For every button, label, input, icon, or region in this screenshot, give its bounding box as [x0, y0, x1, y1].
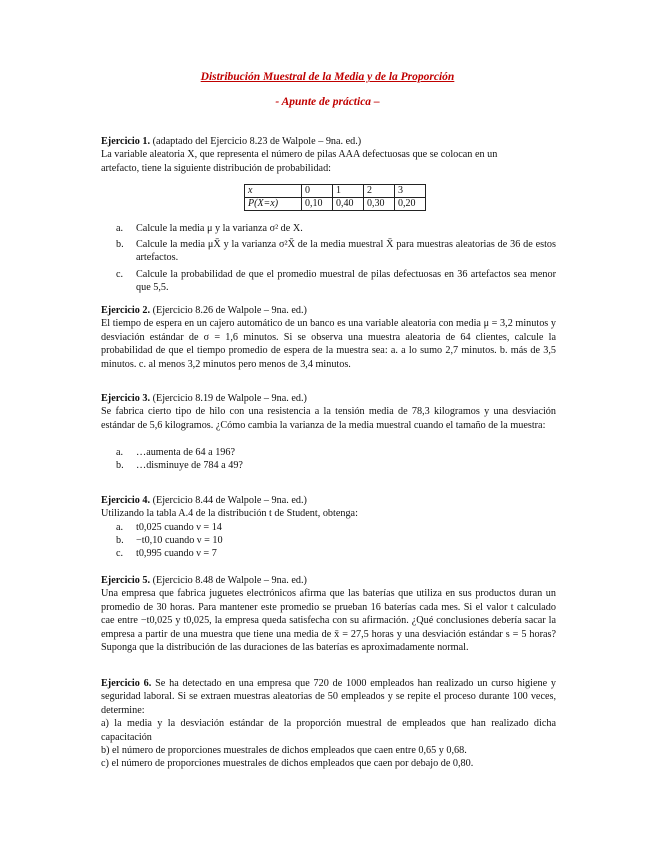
table-row [245, 198, 426, 211]
probability-table [244, 184, 426, 211]
exercise-2-text: El tiempo de espera en un cajero automático de un banco es una variable aleatoria con media μ = 3,2 minutos y desviación estándar de σ = 1,6 minutos. Si se observa una muestra aleatoria de 64 clientes, calcule la probabilidad de que el tiempo promedio de espera de la muestra sea: a. a lo sumo 2,7 minutos. b. más de 3,5 minutos. c. al menos 3,2 minutos pero menos de 3,4 minutos. [101, 318, 556, 370]
table-cell: x [245, 185, 302, 198]
exercise-6-item-c: c) el número de proporciones muestrales de dichos empleados que caen por debajo de 0,80. [101, 758, 474, 770]
list-item: c. Calcule la probabilidad de que el promedio muestral de pilas defectuosas en 36 artefactos sea menor que 5,5. [116, 268, 556, 293]
exercise-2 [101, 304, 556, 371]
exercise-1-source: (adaptado del Ejercicio 8.23 de Walpole – 9na. ed.) [150, 136, 362, 147]
exercise-1-line-1: La variable aleatoria X, que representa el número de pilas AAA defectuosas que se colocan en un [101, 149, 498, 161]
list-item: a. Calcule la media μ y la varianza σ² de X. [116, 223, 303, 234]
exercise-3-items [116, 446, 556, 472]
exercise-1 [101, 135, 556, 175]
exercise-4-header [101, 494, 556, 507]
list-item: a. t0,025 cuando ν = 14 [116, 522, 222, 533]
exercise-1-line-2: artefacto, tiene la siguiente distribución de probabilidad: [101, 162, 331, 174]
exercise-1-header [101, 135, 556, 148]
table-cell: 2 [364, 185, 395, 198]
list-item: c. t0,995 cuando ν = 7 [116, 548, 217, 560]
document-title: Distribución Muestral de la Media y de la Proporción [200, 71, 455, 83]
exercise-3-heading: Ejercicio 3. [101, 393, 151, 404]
table-cell: 0,30 [364, 198, 395, 211]
document-subtitle: - Apunte de práctica – [275, 96, 380, 108]
exercise-1-items [116, 222, 556, 294]
table-cell: P(X=x) [245, 198, 302, 211]
exercise-2-header [101, 304, 556, 317]
exercise-5-text: Una empresa que fabrica juguetes electrónicos afirma que las baterías que utiliza en sus productos duran un promedio de 30 horas. Para mantener este promedio se prueban 16 baterías cada mes. Si el valor t calculado cae entre −t0,025 y t0,025, la empresa queda satisfecha con su afirmación. ¿Qué conclusiones debería sacar la empresa a partir de una muestra que tiene una media de x̄ = 27,5 horas y una desviación estándar s = 5 horas? Suponga que la distribución de las duraciones de las baterías es aproximadamente normal. [101, 588, 556, 654]
exercise-6-item-b: b) el número de proporciones muestrales de dichos empleados que caen entre 0,65 y 0,68. [101, 745, 467, 757]
exercise-6-item-a: a) la media y la desviación estándar de la proporción muestral de empleados que han realizado dicha capacitación [101, 718, 556, 743]
table-cell: 0,10 [302, 198, 333, 211]
exercise-2-source: (Ejercicio 8.26 de Walpole – 9na. ed.) [150, 305, 307, 316]
table-cell: 0,40 [333, 198, 364, 211]
exercise-5-heading: Ejercicio 5. [101, 575, 151, 586]
exercise-4 [101, 494, 556, 521]
exercise-5 [101, 574, 556, 654]
exercise-3-header [101, 392, 556, 405]
exercise-5-source: (Ejercicio 8.48 de Walpole – 9na. ed.) [150, 575, 307, 586]
table-cell: 0,20 [395, 198, 426, 211]
exercise-6-heading: Ejercicio 6. [101, 678, 152, 689]
exercise-4-text: Utilizando la tabla A.4 de la distribución t de Student, obtenga: [101, 508, 358, 520]
table-cell: 3 [395, 185, 426, 198]
exercise-2-heading: Ejercicio 2. [101, 305, 151, 316]
exercise-4-source: (Ejercicio 8.44 de Walpole – 9na. ed.) [150, 495, 307, 506]
exercise-3-source: (Ejercicio 8.19 de Walpole – 9na. ed.) [150, 393, 307, 404]
exercise-3-text: Se fabrica cierto tipo de hilo con una resistencia a la tensión media de 78,3 kilogramos y una desviación estándar de 5,6 kilogramos. ¿Cómo cambia la varianza de la media muestral cuando el tamaño de la muestra: [101, 406, 556, 431]
exercise-5-header [101, 574, 556, 587]
list-item: b. −t0,10 cuando ν = 10 [116, 535, 223, 547]
list-item: b. …disminuye de 784 a 49? [116, 460, 243, 472]
list-item: a. …aumenta de 64 a 196? [116, 447, 236, 458]
list-item: b. Calcule la media μX̄ y la varianza σ²X̄ de la media muestral X̄ para muestras aleatorias de 36 de estos artefactos. [116, 239, 556, 264]
exercise-4-heading: Ejercicio 4. [101, 495, 151, 506]
exercise-4-items [116, 521, 556, 561]
exercise-1-heading: Ejercicio 1. [101, 136, 151, 147]
exercise-6-text: Se ha detectado en una empresa que 720 de 1000 empleados han realizado un curso higiene y seguridad laboral. Si se extraen muestras aleatorias de 50 empleados y se repite el proceso durante 100 veces, determine: [101, 678, 556, 716]
table-cell: 1 [333, 185, 364, 198]
exercise-3 [101, 392, 556, 432]
table-row [245, 185, 426, 198]
table-cell: 0 [302, 185, 333, 198]
exercise-6 [101, 677, 556, 771]
